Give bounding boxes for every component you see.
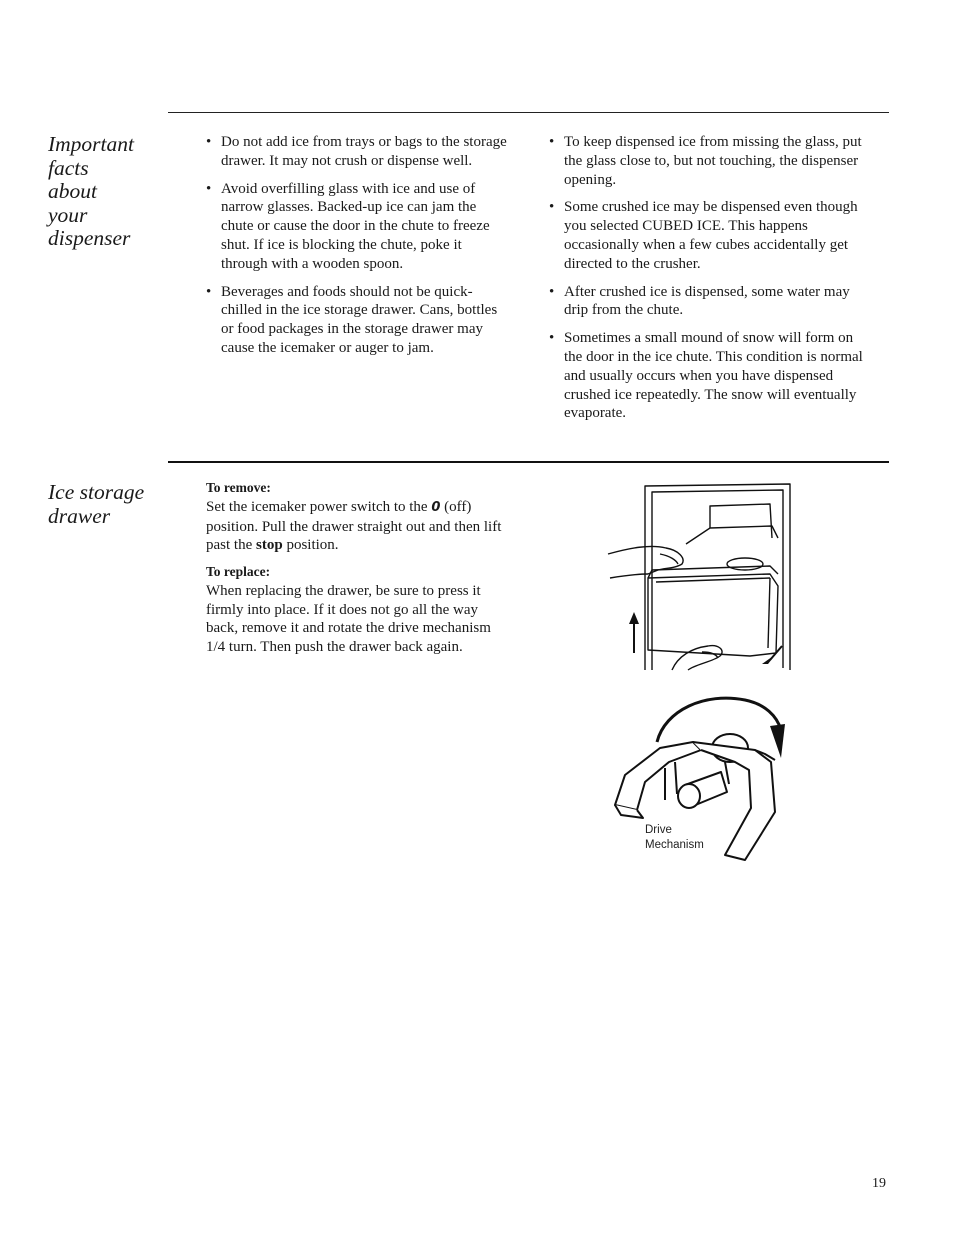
page-number: 19 xyxy=(872,1176,886,1191)
bullet-item: • Avoid overfilling glass with ice and use of narrow glasses. Backed-up ice can jam the chute or cause the door in the chute to freeze shut. If ice is blocking the chute, poke it through with a wooden spoon. xyxy=(206,180,508,274)
title-line: drawer xyxy=(48,503,111,528)
drawer-removal-illustration xyxy=(600,478,800,678)
replace-instructions xyxy=(206,563,511,657)
caption-line: Drive xyxy=(645,824,672,836)
remove-text xyxy=(206,498,511,555)
remove-heading: To remove: xyxy=(206,480,271,495)
left-bullet-list xyxy=(206,133,508,367)
title-line: facts xyxy=(48,155,89,180)
bullet-item: • Beverages and foods should not be quick-chilled in the ice storage drawer. Cans, bottles or food packages in the storage drawer may cause the icemaker or auger to jam. xyxy=(206,283,508,358)
caption-line: Mechanism xyxy=(645,839,704,851)
section-title-dispenser-facts xyxy=(48,133,134,251)
title-line: Important xyxy=(48,132,134,156)
section-divider xyxy=(168,461,889,463)
bullet-item: • Sometimes a small mound of snow will form on the door in the ice chute. This condition is normal and usually occurs when you have dispensed crushed ice repeatedly. The snow will eventually evaporate. xyxy=(549,329,875,423)
remove-text-part: (off) position. Pull the drawer straight out and then lift past the xyxy=(206,498,502,554)
remove-text-part: position. xyxy=(282,537,339,554)
top-divider xyxy=(168,112,889,113)
title-line: your xyxy=(48,202,88,227)
bullet-item: • To keep dispensed ice from missing the glass, put the glass close to, but not touching, the dispenser opening. xyxy=(549,133,875,189)
bullet-item: • After crushed ice is dispensed, some water may drip from the chute. xyxy=(549,283,875,321)
bullet-item: • Some crushed ice may be dispensed even though you selected CUBED ICE. This happens occasionally when a few cubes accidentally get directed to the crusher. xyxy=(549,198,875,273)
title-line: dispenser xyxy=(48,226,131,250)
section-title-ice-storage-drawer xyxy=(48,481,144,528)
remove-instructions xyxy=(206,479,511,555)
off-switch-symbol: 0 xyxy=(431,499,441,515)
stop-bold-text: stop xyxy=(256,537,283,554)
bullet-item: • Do not add ice from trays or bags to the storage drawer. It may not crush or dispense well. xyxy=(206,133,508,171)
replace-text: When replacing the drawer, be sure to press it firmly into place. If it does not go all the way back, remove it and rotate the drive mechanism 1/4 turn. Then push the drawer back again. xyxy=(206,582,491,656)
replace-heading: To replace: xyxy=(206,564,271,579)
drive-mechanism-caption xyxy=(645,823,704,853)
title-line: Ice storage xyxy=(48,480,145,504)
remove-text-part: Set the icemaker power switch to the xyxy=(206,498,432,515)
title-line: about xyxy=(48,179,97,203)
right-bullet-list xyxy=(549,133,875,432)
